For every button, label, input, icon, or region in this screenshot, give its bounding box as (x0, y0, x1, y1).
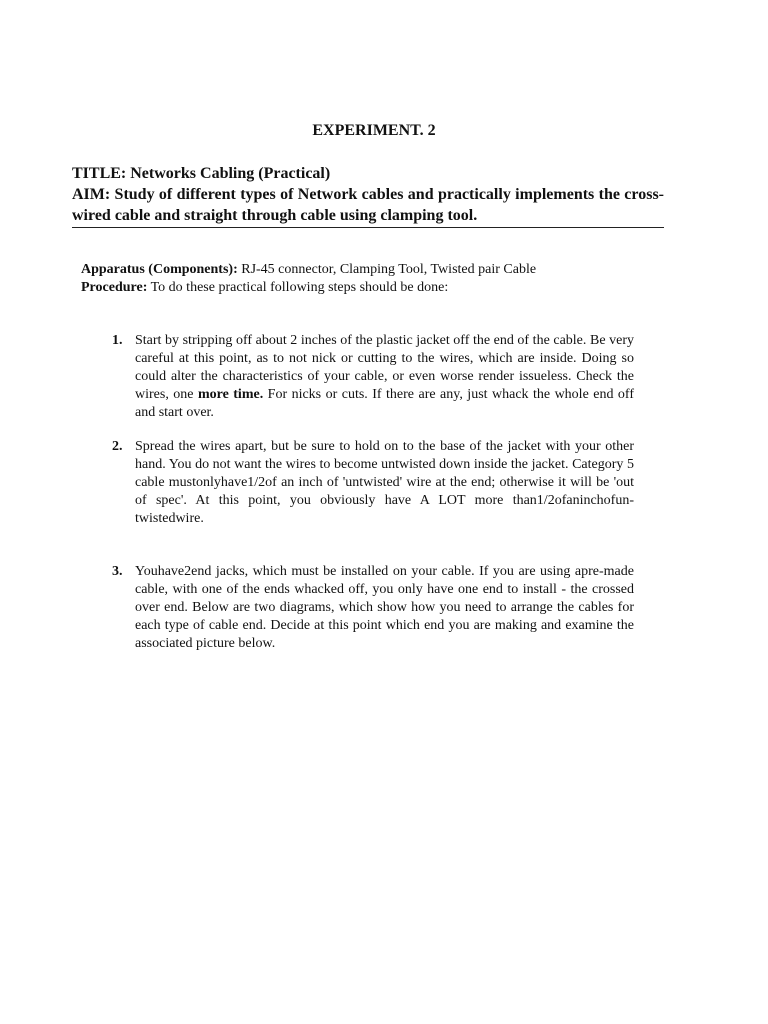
experiment-title: TITLE: Networks Cabling (Practical) (72, 165, 331, 182)
step-text: Spread the wires apart, but be sure to hold on to the base of the jacket with your other hand. You do not want the wires to become untwisted down inside the jacket. Category 5 cable mustonlyhave1/2of an inch of 'untwisted' wire at the end; otherwise it will be 'out of spec'. At this point, you obviously have A LOT more than1/2ofaninchofun-twistedwire. (135, 439, 634, 526)
info-block (81, 261, 671, 297)
step-item (112, 563, 634, 653)
procedure-value: To do these practical following steps should be done: (147, 280, 449, 295)
step-number: 1. (112, 333, 123, 348)
experiment-heading: EXPERIMENT. 2 (312, 122, 436, 139)
step-text (135, 332, 634, 422)
apparatus-label: Apparatus (Components): (81, 262, 238, 277)
title-block (72, 163, 664, 226)
step-text-part: Start by stripping off about 2 inches of the plastic jacket off the end of the cable. Be very careful at this point, as to not nick or cutting to the wires, which are inside. Doing so could alter the characteristics of your cable, or even worse render issueless. Check the wires, one (135, 333, 634, 402)
step-number: 3. (112, 564, 123, 579)
apparatus-value: RJ-45 connector, Clamping Tool, Twisted pair Cable (237, 262, 537, 277)
step-item (112, 332, 634, 422)
apparatus-line (81, 261, 671, 279)
experiment-aim: AIM: Study of different types of Network cables and practically implements the cross-wired cable and straight through cable using clamping tool. (72, 186, 664, 224)
step-bold-text: more time. (197, 387, 264, 402)
procedure-label: Procedure: (81, 280, 148, 295)
step-number: 2. (112, 439, 123, 454)
step-text-part: For nicks or cuts. If there are any, just whack the whole end off and start over. (135, 387, 634, 420)
step-text: Youhave2end jacks, which must be installed on your cable. If you are using apre-made cable, with one of the ends whacked off, you only have one end to install - the crossed over end. Below are two diagrams, which show how you need to arrange the cables for each type of cable end. Decide at this point which end you are making and examine the associated picture below. (135, 564, 634, 651)
step-item (112, 438, 634, 528)
title-divider (72, 227, 664, 228)
procedure-line (81, 279, 671, 297)
